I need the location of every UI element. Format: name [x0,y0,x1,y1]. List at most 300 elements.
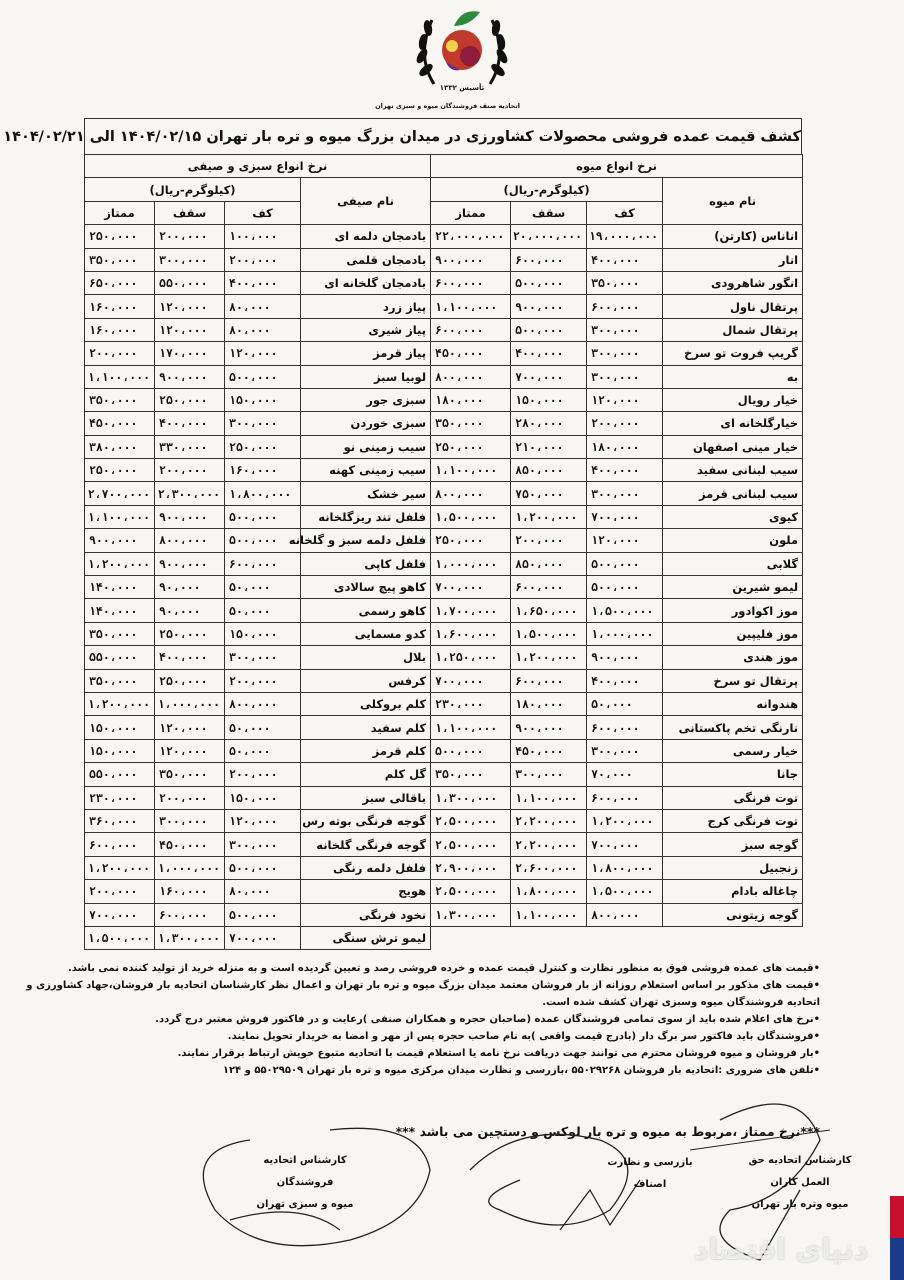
fruit-max-cell: ۲۱۰،۰۰۰ [511,435,587,458]
table-row [85,482,803,505]
veg-name-cell: گل کلم [301,763,431,786]
fruit-name-cell: پرتقال شمال [663,318,803,341]
fruit-premium-cell: ۲۵۰،۰۰۰ [431,435,511,458]
veg-max-cell: ۱۲۰،۰۰۰ [155,318,225,341]
veg-min-cell: ۸۰۰،۰۰۰ [225,692,301,715]
veg-premium-cell: ۱،۱۰۰،۰۰۰ [85,365,155,388]
veg-premium-cell: ۲۰۰،۰۰۰ [85,880,155,903]
fruit-min-cell: ۱۲۰،۰۰۰ [587,529,663,552]
fruit-name-cell: سیب لبنانی قرمز [663,482,803,505]
veg-name-cell: کرفس [301,669,431,692]
fruit-min-cell: ۷۰،۰۰۰ [587,763,663,786]
veg-max-cell: ۳۵۰،۰۰۰ [155,763,225,786]
signature-right-line1: کارشناس اتحادیه حق العمل کاران [748,1155,852,1188]
fruit-name-cell: موز فلیپین [663,622,803,645]
veg-min-cell: ۵۰۰،۰۰۰ [225,856,301,879]
fruit-max-cell: ۲۸۰،۰۰۰ [511,412,587,435]
veg-premium-cell: ۲۵۰،۰۰۰ [85,459,155,482]
veg-min-cell: ۵۰،۰۰۰ [225,716,301,739]
veg-max-cell: ۱۲۰،۰۰۰ [155,295,225,318]
veg-max-cell: ۱،۰۰۰،۰۰۰ [155,692,225,715]
fruit-min-cell: ۳۰۰،۰۰۰ [587,365,663,388]
fruit-max-header: سقف [511,201,587,224]
fruit-name-cell: نارنگی تخم پاکستانی [663,716,803,739]
fruit-premium-cell: ۱،۶۰۰،۰۰۰ [431,622,511,645]
table-row [85,505,803,528]
veg-min-cell: ۲۵۰،۰۰۰ [225,435,301,458]
fruit-name-cell: چاغاله بادام [663,880,803,903]
note-line: اتحادیه فروشندگان میوه وسبزی تهران کشف شده است. [542,997,820,1008]
table-row [85,903,803,926]
premium-note: ***نرخ ممتاز ،مربوط به میوه و تره بار لوکس و دستچین می باشد *** [395,1124,820,1139]
fruit-max-cell: ۶۰۰،۰۰۰ [511,248,587,271]
veg-premium-cell: ۱،۵۰۰،۰۰۰ [85,926,155,949]
veg-name-cell: سیر خشک [301,482,431,505]
fruit-premium-header: ممتاز [431,201,511,224]
fruit-name-cell: خیار رسمی [663,739,803,762]
veg-premium-cell: ۲۰۰،۰۰۰ [85,342,155,365]
table-row [85,716,803,739]
note-line: •قیمت های مذکور بر اساس استعلام روزانه از بار فروشان معتمد میدان بزرگ میوه و تره بار تهران و اعمال نظر کارشناسان اتحادیه بار فروشان،جهاد کشاورزی و [26,980,820,991]
fruit-min-cell: ۱،۵۰۰،۰۰۰ [587,880,663,903]
fruit-name-cell: گریپ فروت تو سرخ [663,342,803,365]
veg-name-cell: کاهو رسمی [301,599,431,622]
fruit-premium-cell: ۶۰۰،۰۰۰ [431,271,511,294]
fruit-max-cell: ۱۵۰،۰۰۰ [511,388,587,411]
fruit-unit-header: (کیلوگرم-ریال) [431,178,663,201]
table-row [85,552,803,575]
veg-max-cell: ۹۰،۰۰۰ [155,576,225,599]
veg-max-cell: ۹۰۰،۰۰۰ [155,552,225,575]
fruit-premium-cell: ۱،۲۵۰،۰۰۰ [431,646,511,669]
table-row [85,225,803,248]
fruit-min-cell: ۶۰۰،۰۰۰ [587,786,663,809]
fruit-max-cell: ۱،۸۰۰،۰۰۰ [511,880,587,903]
fruit-min-cell: ۲۰۰،۰۰۰ [587,412,663,435]
veg-name-cell: کلم قرمز [301,739,431,762]
fruit-name-cell: جانا [663,763,803,786]
fruit-max-cell: ۹۰۰،۰۰۰ [511,295,587,318]
veg-premium-cell: ۳۵۰،۰۰۰ [85,388,155,411]
fruit-max-cell: ۹۰۰،۰۰۰ [511,716,587,739]
fruit-group-header: نرخ انواع میوه [431,155,803,178]
veg-premium-cell: ۳۵۰،۰۰۰ [85,669,155,692]
fruit-premium-cell: ۲۲،۰۰۰،۰۰۰ [431,225,511,248]
fruit-premium-cell: ۵۰۰،۰۰۰ [431,739,511,762]
table-row [85,459,803,482]
price-rows [85,225,803,950]
table-row [85,646,803,669]
fruit-max-cell: ۱،۱۰۰،۰۰۰ [511,903,587,926]
veg-min-cell: ۵۰،۰۰۰ [225,576,301,599]
veg-min-cell: ۱،۸۰۰،۰۰۰ [225,482,301,505]
signature-middle [590,1152,710,1196]
veg-name-cell: بلال [301,646,431,669]
fruit-min-cell: ۱،۰۰۰،۰۰۰ [587,622,663,645]
veg-max-cell: ۲۰۰،۰۰۰ [155,459,225,482]
veg-max-header: سقف [155,201,225,224]
veg-min-cell: ۷۰۰،۰۰۰ [225,926,301,949]
table-row [85,669,803,692]
veg-min-cell: ۱۵۰،۰۰۰ [225,786,301,809]
fruit-name-cell: موز اکوادور [663,599,803,622]
veg-min-cell: ۵۰۰،۰۰۰ [225,529,301,552]
fruit-max-cell: ۳۰۰،۰۰۰ [511,763,587,786]
signature-left [250,1150,360,1216]
fruit-name-cell: کیوی [663,505,803,528]
veg-premium-header: ممتاز [85,201,155,224]
fruit-name-cell: موز هندی [663,646,803,669]
fruit-name-cell: توت فرنگی کرج [663,809,803,832]
note-line: •نرخ های اعلام شده باید از سوی تمامی فروشندگان عمده (صاحبان حجره و همکاران صنفی )رعایت و در فاکتور فروش معتبر درج گردد. [155,1014,820,1025]
brand-stripe-top [890,1196,904,1238]
veg-premium-cell: ۳۶۰،۰۰۰ [85,809,155,832]
fruit-max-cell: ۷۵۰،۰۰۰ [511,482,587,505]
veg-max-cell: ۴۰۰،۰۰۰ [155,412,225,435]
empty-cell [663,926,803,949]
fruit-min-cell: ۷۰۰،۰۰۰ [587,505,663,528]
veg-max-cell: ۱۲۰،۰۰۰ [155,716,225,739]
veg-premium-cell: ۳۵۰،۰۰۰ [85,248,155,271]
veg-premium-cell: ۴۵۰،۰۰۰ [85,412,155,435]
veg-min-cell: ۱۲۰،۰۰۰ [225,342,301,365]
veg-name-cell: فلفل دلمه رنگی [301,856,431,879]
veg-min-cell: ۱۲۰،۰۰۰ [225,809,301,832]
veg-premium-cell: ۳۵۰،۰۰۰ [85,622,155,645]
table-row [85,318,803,341]
table-row [85,248,803,271]
fruit-name-cell: توت فرنگی [663,786,803,809]
veg-premium-cell: ۱۶۰،۰۰۰ [85,295,155,318]
brand-stripe [890,1196,904,1280]
veg-premium-cell: ۳۸۰،۰۰۰ [85,435,155,458]
veg-max-cell: ۲۰۰،۰۰۰ [155,225,225,248]
veg-min-cell: ۲۰۰،۰۰۰ [225,669,301,692]
fruit-name-cell: لیمو شیرین [663,576,803,599]
fruit-max-cell: ۱،۱۰۰،۰۰۰ [511,786,587,809]
veg-name-cell: سبزی جور [301,388,431,411]
fruit-max-cell: ۲،۶۰۰،۰۰۰ [511,856,587,879]
veg-min-cell: ۵۰۰،۰۰۰ [225,903,301,926]
fruit-name-cell: انگور شاهرودی [663,271,803,294]
fruit-name-cell: سیب لبنانی سفید [663,459,803,482]
veg-premium-cell: ۱۶۰،۰۰۰ [85,318,155,341]
veg-premium-cell: ۱۵۰،۰۰۰ [85,739,155,762]
veg-min-cell: ۵۰،۰۰۰ [225,739,301,762]
fruit-name-cell: به [663,365,803,388]
fruit-premium-cell: ۱۸۰،۰۰۰ [431,388,511,411]
fruit-name-header: نام میوه [663,178,803,225]
fruit-min-cell: ۶۰۰،۰۰۰ [587,295,663,318]
veg-max-cell: ۶۰۰،۰۰۰ [155,903,225,926]
veg-max-cell: ۱،۳۰۰،۰۰۰ [155,926,225,949]
fruit-min-cell: ۳۰۰،۰۰۰ [587,342,663,365]
fruit-premium-cell: ۳۵۰،۰۰۰ [431,763,511,786]
brand-stripe-bottom [890,1238,904,1280]
veg-min-cell: ۶۰۰،۰۰۰ [225,552,301,575]
note-line: •قیمت های عمده فروشی فوق به منظور نظارت و کنترل قیمت عمده و خرده فروشی رصد و تعیین گردیده است و به منزله خرید از تولید کننده نمی باشد. [67,963,820,974]
fruit-max-cell: ۸۵۰،۰۰۰ [511,552,587,575]
logo-year: تأسیس ۱۳۳۲ [439,84,485,92]
veg-max-cell: ۲۵۰،۰۰۰ [155,669,225,692]
veg-name-cell: هویج [301,880,431,903]
fruit-name-cell: ملون [663,529,803,552]
fruit-min-cell: ۵۰۰،۰۰۰ [587,576,663,599]
veg-premium-cell: ۱۵۰،۰۰۰ [85,716,155,739]
fruit-min-cell: ۹۰۰،۰۰۰ [587,646,663,669]
veg-premium-cell: ۱۴۰،۰۰۰ [85,576,155,599]
fruit-min-cell: ۳۰۰،۰۰۰ [587,739,663,762]
fruit-name-cell: گوجه سبز [663,833,803,856]
fruit-min-header: کف [587,201,663,224]
veg-max-cell: ۳۰۰،۰۰۰ [155,248,225,271]
price-table [84,154,803,950]
veg-name-cell: گوجه فرنگی گلخانه [301,833,431,856]
fruit-premium-cell: ۱،۱۰۰،۰۰۰ [431,459,511,482]
veg-premium-cell: ۱۴۰،۰۰۰ [85,599,155,622]
fruit-max-cell: ۲،۲۰۰،۰۰۰ [511,833,587,856]
veg-name-cell: پیاز قرمز [301,342,431,365]
fruit-premium-cell: ۶۰۰،۰۰۰ [431,318,511,341]
veg-min-cell: ۲۰۰،۰۰۰ [225,248,301,271]
veg-min-cell: ۱۵۰،۰۰۰ [225,388,301,411]
veg-group-header: نرخ انواع سبزی و صیفی [85,155,431,178]
union-logo [375,6,520,118]
veg-premium-cell: ۲۵۰،۰۰۰ [85,225,155,248]
fruit-name-cell: پرتقال ناول [663,295,803,318]
table-row [85,809,803,832]
veg-premium-cell: ۵۵۰،۰۰۰ [85,763,155,786]
fruit-premium-cell: ۸۰۰،۰۰۰ [431,365,511,388]
fruit-min-cell: ۳۰۰،۰۰۰ [587,318,663,341]
fruit-min-cell: ۳۰۰،۰۰۰ [587,482,663,505]
table-row [85,271,803,294]
fruit-min-cell: ۱۲۰،۰۰۰ [587,388,663,411]
veg-premium-cell: ۷۰۰،۰۰۰ [85,903,155,926]
fruit-max-cell: ۲۰،۰۰۰،۰۰۰ [511,225,587,248]
document-title: کشف قیمت عمده فروشی محصولات کشاورزی در میدان بزرگ میوه و تره بار تهران ۱۴۰۴/۰۲/۱۵ الی ۱۴۰۴/۰۲/۲۱ [84,118,802,155]
veg-name-cell: کلم سفید [301,716,431,739]
fruit-max-cell: ۵۰۰،۰۰۰ [511,318,587,341]
fruit-max-cell: ۴۵۰،۰۰۰ [511,739,587,762]
fruit-max-cell: ۶۰۰،۰۰۰ [511,669,587,692]
veg-name-cell: کاهو پیچ سالادی [301,576,431,599]
table-row [85,435,803,458]
table-row [85,880,803,903]
fruit-premium-cell: ۸۰۰،۰۰۰ [431,482,511,505]
signature-middle-line: بازرسی و نظارت اصناف [607,1157,693,1190]
signature-left-line1: کارشناس اتحادیه فروشندگان [263,1155,347,1188]
fruit-premium-cell: ۲،۵۰۰،۰۰۰ [431,833,511,856]
veg-name-header: نام صیفی [301,178,431,225]
table-row [85,786,803,809]
veg-max-cell: ۱۶۰،۰۰۰ [155,880,225,903]
fruit-min-cell: ۱۸۰،۰۰۰ [587,435,663,458]
table-row [85,622,803,645]
empty-cell [431,926,511,949]
signature-left-line2: میوه و سبزی تهران [256,1199,354,1210]
veg-name-cell: پیاز شیری [301,318,431,341]
veg-min-cell: ۸۰،۰۰۰ [225,318,301,341]
fruit-premium-cell: ۱،۳۰۰،۰۰۰ [431,903,511,926]
veg-min-cell: ۳۰۰،۰۰۰ [225,833,301,856]
fruit-max-cell: ۶۰۰،۰۰۰ [511,576,587,599]
veg-name-cell: لیمو ترش سنگی [301,926,431,949]
veg-max-cell: ۹۰۰،۰۰۰ [155,505,225,528]
veg-premium-cell: ۱،۲۰۰،۰۰۰ [85,856,155,879]
fruit-max-cell: ۷۰۰،۰۰۰ [511,365,587,388]
veg-min-cell: ۱۰۰،۰۰۰ [225,225,301,248]
veg-max-cell: ۹۰،۰۰۰ [155,599,225,622]
veg-name-cell: فلفل دلمه سبز و گلخانه [301,529,431,552]
fruit-max-cell: ۸۵۰،۰۰۰ [511,459,587,482]
veg-min-cell: ۱۵۰،۰۰۰ [225,622,301,645]
empty-cell [511,926,587,949]
fruit-max-cell: ۱۸۰،۰۰۰ [511,692,587,715]
veg-min-header: کف [225,201,301,224]
fruit-min-cell: ۱،۲۰۰،۰۰۰ [587,809,663,832]
fruit-premium-cell: ۴۵۰،۰۰۰ [431,342,511,365]
table-row [85,365,803,388]
table-row [85,599,803,622]
veg-min-cell: ۵۰۰،۰۰۰ [225,505,301,528]
veg-min-cell: ۸۰،۰۰۰ [225,295,301,318]
fruit-min-cell: ۶۰۰،۰۰۰ [587,716,663,739]
table-row [85,739,803,762]
veg-max-cell: ۱۲۰،۰۰۰ [155,739,225,762]
veg-premium-cell: ۵۵۰،۰۰۰ [85,646,155,669]
veg-premium-cell: ۱،۱۰۰،۰۰۰ [85,505,155,528]
veg-max-cell: ۴۵۰،۰۰۰ [155,833,225,856]
veg-max-cell: ۸۰۰،۰۰۰ [155,529,225,552]
veg-premium-cell: ۲،۷۰۰،۰۰۰ [85,482,155,505]
veg-name-cell: کدو مسمایی [301,622,431,645]
fruit-max-cell: ۱،۶۵۰،۰۰۰ [511,599,587,622]
veg-max-cell: ۲۰۰،۰۰۰ [155,786,225,809]
veg-min-cell: ۳۰۰،۰۰۰ [225,412,301,435]
logo-org-name: اتحادیه صنف فروشندگان میوه و سبزی تهران [375,102,520,110]
table-row [85,833,803,856]
note-line: •بار فروشان و میوه فروشان محترم می توانند جهت دریافت نرخ نامه یا استعلام قیمت با اتحادیه متبوع خویش ارتباط برقرار نمایند. [177,1048,820,1059]
fruit-premium-cell: ۱،۱۰۰،۰۰۰ [431,295,511,318]
fruit-min-cell: ۷۰۰،۰۰۰ [587,833,663,856]
fruit-min-cell: ۱،۸۰۰،۰۰۰ [587,856,663,879]
veg-max-cell: ۱۷۰،۰۰۰ [155,342,225,365]
veg-name-cell: بادمجان گلخانه ای [301,271,431,294]
veg-premium-cell: ۱،۲۰۰،۰۰۰ [85,692,155,715]
fruit-premium-cell: ۲،۵۰۰،۰۰۰ [431,809,511,832]
veg-name-cell: کلم بروکلی [301,692,431,715]
veg-premium-cell: ۶۰۰،۰۰۰ [85,833,155,856]
table-row [85,295,803,318]
table-row [85,856,803,879]
veg-min-cell: ۴۰۰،۰۰۰ [225,271,301,294]
notes-block [26,960,820,1079]
table-row [85,342,803,365]
fruit-max-cell: ۱،۲۰۰،۰۰۰ [511,505,587,528]
veg-min-cell: ۳۰۰،۰۰۰ [225,646,301,669]
fruit-max-cell: ۲۰۰،۰۰۰ [511,529,587,552]
veg-name-cell: بادمجان دلمه ای [301,225,431,248]
veg-name-cell: گوجه فرنگی بوته رس [301,809,431,832]
signature-right [745,1150,855,1216]
veg-max-cell: ۲۵۰،۰۰۰ [155,622,225,645]
veg-min-cell: ۸۰،۰۰۰ [225,880,301,903]
veg-name-cell: فلفل کاپی [301,552,431,575]
fruit-name-cell: گوجه زیتونی [663,903,803,926]
fruit-min-cell: ۵۰۰،۰۰۰ [587,552,663,575]
veg-max-cell: ۳۰۰،۰۰۰ [155,809,225,832]
fruit-min-cell: ۵۰،۰۰۰ [587,692,663,715]
publisher-watermark: دنیای اقتصاد [693,1233,868,1266]
fruit-max-cell: ۴۰۰،۰۰۰ [511,342,587,365]
veg-min-cell: ۵۰،۰۰۰ [225,599,301,622]
note-line: •تلفن های ضروری :اتحادیه بار فروشان ۵۵۰۲۹۲۶۸ ،بازرسی و نظارت میدان مرکزی میوه و تره بار تهران ۵۵۰۲۹۵۰۹ و ۱۲۴ [222,1065,820,1076]
fruit-premium-cell: ۱،۱۰۰،۰۰۰ [431,716,511,739]
veg-min-cell: ۲۰۰،۰۰۰ [225,763,301,786]
fruit-premium-cell: ۱،۵۰۰،۰۰۰ [431,505,511,528]
veg-name-cell: لوبیا سبز [301,365,431,388]
fruit-name-cell: اناناس (کارتن) [663,225,803,248]
fruit-premium-cell: ۱،۷۰۰،۰۰۰ [431,599,511,622]
veg-max-cell: ۱،۰۰۰،۰۰۰ [155,856,225,879]
fruit-min-cell: ۴۰۰،۰۰۰ [587,459,663,482]
table-row [85,763,803,786]
fruit-max-cell: ۲،۲۰۰،۰۰۰ [511,809,587,832]
veg-max-cell: ۳۳۰،۰۰۰ [155,435,225,458]
fruit-min-cell: ۳۵۰،۰۰۰ [587,271,663,294]
veg-premium-cell: ۱،۲۰۰،۰۰۰ [85,552,155,575]
veg-min-cell: ۱۶۰،۰۰۰ [225,459,301,482]
fruit-max-cell: ۱،۵۰۰،۰۰۰ [511,622,587,645]
veg-premium-cell: ۲۳۰،۰۰۰ [85,786,155,809]
veg-min-cell: ۵۰۰،۰۰۰ [225,365,301,388]
table-row [85,388,803,411]
fruit-name-cell: انار [663,248,803,271]
fruit-min-cell: ۸۰۰،۰۰۰ [587,903,663,926]
veg-name-cell: سبزی خوردن [301,412,431,435]
fruit-name-cell: خیار رویال [663,388,803,411]
table-row [85,412,803,435]
veg-max-cell: ۲۵۰،۰۰۰ [155,388,225,411]
veg-name-cell: فلفل تند ریزگلخانه [301,505,431,528]
fruit-max-cell: ۱،۲۰۰،۰۰۰ [511,646,587,669]
veg-unit-header: (کیلوگرم-ریال) [85,178,301,201]
fruit-premium-cell: ۳۵۰،۰۰۰ [431,412,511,435]
veg-max-cell: ۹۰۰،۰۰۰ [155,365,225,388]
veg-max-cell: ۲،۳۰۰،۰۰۰ [155,482,225,505]
fruit-premium-cell: ۹۰۰،۰۰۰ [431,248,511,271]
fruit-min-cell: ۴۰۰،۰۰۰ [587,248,663,271]
empty-cell [587,926,663,949]
veg-premium-cell: ۹۰۰،۰۰۰ [85,529,155,552]
fruit-name-cell: پرتقال تو سرخ [663,669,803,692]
fruit-name-cell: هندوانه [663,692,803,715]
fruit-premium-cell: ۲۵۰،۰۰۰ [431,529,511,552]
fruit-premium-cell: ۷۰۰،۰۰۰ [431,669,511,692]
fruit-min-cell: ۴۰۰،۰۰۰ [587,669,663,692]
signature-right-line2: میوه وتره بار تهران [751,1199,849,1210]
fruit-min-cell: ۱۹،۰۰۰،۰۰۰ [587,225,663,248]
veg-name-cell: نخود فرنگی [301,903,431,926]
veg-name-cell: سیب زمینی نو [301,435,431,458]
veg-max-cell: ۴۰۰،۰۰۰ [155,646,225,669]
veg-name-cell: پیاز زرد [301,295,431,318]
veg-premium-cell: ۶۵۰،۰۰۰ [85,271,155,294]
fruit-premium-cell: ۲۳۰،۰۰۰ [431,692,511,715]
fruit-name-cell: خیارگلخانه ای [663,412,803,435]
veg-max-cell: ۵۵۰،۰۰۰ [155,271,225,294]
